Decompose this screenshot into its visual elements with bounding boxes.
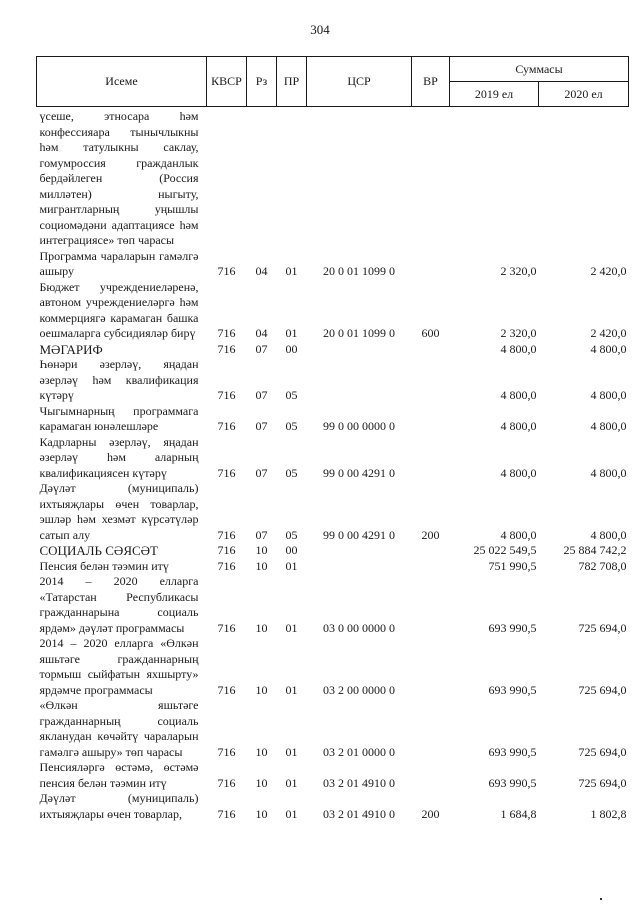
cell-vr: [412, 435, 450, 482]
cell-name: 2014 – 2020 елларга «Татарстан Республикасы гражданнарына социаль ярдәм» дәүләт программасы: [39, 574, 199, 635]
cell-kvsr: 716: [217, 558, 236, 573]
cell-y2020: 4 800,0: [590, 419, 627, 433]
cell-rz: 04: [255, 264, 268, 278]
cell-kvsr: 716: [217, 388, 236, 402]
cell-kvsr: 716: [217, 527, 236, 542]
table-row: [37, 342, 629, 358]
cell-pr: 01: [285, 326, 298, 340]
cell-rz: 07: [255, 527, 268, 542]
cell-rz: 10: [255, 682, 268, 697]
cell-vr: 200: [421, 806, 440, 821]
cell-vr: [412, 107, 450, 249]
cell-y2019: 2 320,0: [500, 264, 537, 278]
cell-vr: 600: [421, 326, 440, 340]
table-row: [37, 404, 629, 435]
table-row: [37, 574, 629, 636]
cell-name: СОЦИАЛЬ СӘЯСӘТ: [39, 543, 158, 558]
cell-csr: 03 2 01 0000 0: [323, 744, 395, 759]
cell-name: Программа чараларын гамәлгә ашыру: [39, 248, 199, 278]
cell-name: МӘГАРИФ: [39, 341, 103, 357]
header-name: Исеме: [37, 57, 207, 107]
cell-vr: [412, 342, 450, 358]
cell-rz: 10: [255, 558, 268, 573]
cell-vr: [412, 574, 450, 636]
cell-kvsr: 716: [217, 620, 236, 635]
cell-rz: 07: [255, 419, 268, 433]
cell-vr: [412, 636, 450, 698]
header-rz: Рз: [247, 57, 277, 107]
cell-kvsr: 716: [217, 682, 236, 697]
cell-name: Пенсия белән тәэмин итү: [39, 558, 169, 573]
budget-table: [36, 56, 629, 822]
cell-vr: [412, 760, 450, 791]
cell-y2019: 1 684,8: [500, 806, 537, 821]
cell-name: Пенсияләргә өстәмә, өстәмә пенсия белән тәэмин итү: [39, 760, 199, 790]
cell-y2020: 4 800,0: [590, 341, 627, 356]
cell-name: Кадрларны әзерләү, яңадан әзерләү һәм аларның квалификациясен күтәрү: [39, 434, 199, 480]
cell-rz: 07: [255, 465, 268, 480]
header-pr: ПР: [277, 57, 307, 107]
header-year-2019: 2019 ел: [450, 82, 539, 107]
cell-y2020: 2 420,0: [590, 326, 627, 340]
cell-rz: 07: [255, 341, 268, 356]
cell-y2019: 751 990,5: [488, 558, 537, 573]
cell-pr: 01: [285, 682, 298, 697]
cell-y2020: 1 802,8: [590, 806, 627, 821]
cell-rz: 10: [255, 620, 268, 635]
cell-rz: 07: [255, 388, 268, 402]
cell-y2020: 782 708,0: [578, 558, 627, 573]
cell-kvsr: 716: [217, 419, 236, 433]
cell-y2019: 4 800,0: [500, 341, 537, 356]
table-row: [37, 357, 629, 404]
table-row: [37, 791, 629, 822]
scan-dot: [600, 898, 602, 900]
table-row: [37, 249, 629, 280]
cell-name: Һөнәри әзерләү, яңадан әзерләү һәм квалификация күтәрү: [39, 357, 199, 402]
cell-pr: 05: [285, 388, 298, 402]
cell-name: Чыгымнарның программага карамаган юнәлешләре: [39, 403, 199, 433]
cell-csr: 03 0 00 0000 0: [323, 620, 395, 635]
cell-y2019: 4 800,0: [500, 465, 537, 480]
table-row: [37, 543, 629, 559]
cell-pr: 01: [285, 620, 298, 635]
cell-y2020: 25 884 742,2: [563, 543, 627, 557]
cell-vr: [412, 543, 450, 559]
table-row: [37, 698, 629, 760]
cell-rz: 10: [255, 775, 268, 790]
cell-csr: 99 0 00 4291 0: [323, 465, 395, 480]
header-year-2020: 2020 ел: [539, 82, 629, 107]
cell-csr: [307, 107, 412, 249]
cell-kvsr: 716: [217, 341, 236, 356]
table-row: [37, 107, 629, 249]
cell-rz: [247, 107, 277, 249]
cell-y2019: 693 990,5: [488, 744, 537, 759]
cell-name: 2014 – 2020 елларга «Өлкән яшьтәге гражданнарның тормыш сыйфатын яхшырту» ярдәмче программасы: [39, 636, 199, 697]
cell-pr: 05: [285, 419, 298, 433]
cell-csr: [307, 543, 412, 559]
cell-name: Дәүләт (муниципаль) ихтыяҗлары өчен товарлар,: [39, 791, 199, 821]
cell-kvsr: 716: [217, 775, 236, 790]
cell-vr: [412, 404, 450, 435]
cell-pr: 01: [285, 744, 298, 759]
cell-rz: 10: [255, 806, 268, 821]
cell-csr: 03 2 01 4910 0: [323, 806, 395, 821]
cell-kvsr: 716: [217, 806, 236, 821]
cell-y2019: 693 990,5: [488, 775, 537, 790]
cell-vr: 200: [421, 527, 440, 542]
cell-y2019: 693 990,5: [488, 682, 537, 697]
cell-pr: 05: [285, 465, 298, 480]
cell-rz: 10: [255, 543, 268, 557]
cell-kvsr: 716: [217, 543, 236, 557]
table-body: [37, 107, 629, 823]
cell-y2020: 725 694,0: [578, 775, 627, 790]
header-csr: ЦСР: [307, 57, 412, 107]
cell-name: үсеше, этносара һәм конфессияара тынычлыкны һәм татулыкны саклау, гомумроссия гражданлык бердәйлеген (Россия милләтен) ныгыту, мигрантларның уңышлы социомәдәни адаптациясе һәм интеграциясе» төп чарасы: [39, 109, 199, 247]
cell-y2020: 725 694,0: [578, 682, 627, 697]
cell-pr: [277, 107, 307, 249]
cell-y2019: [450, 107, 539, 249]
cell-pr: 01: [285, 806, 298, 821]
cell-csr: 03 2 01 4910 0: [323, 775, 395, 790]
table-row: [37, 481, 629, 543]
cell-kvsr: 716: [217, 465, 236, 480]
cell-pr: 01: [285, 264, 298, 278]
cell-csr: [307, 357, 412, 404]
cell-pr: 01: [285, 775, 298, 790]
table-row: [37, 280, 629, 342]
cell-csr: 03 2 00 0000 0: [323, 682, 395, 697]
cell-csr: 20 0 01 1099 0: [323, 326, 395, 340]
table-row: [37, 636, 629, 698]
cell-name: Дәүләт (муниципаль) ихтыяҗлары өчен товарлар, эшләр һәм хезмәт күрсәтүләр сатып алу: [39, 481, 199, 542]
cell-csr: 99 0 00 0000 0: [323, 419, 395, 433]
cell-y2019: 4 800,0: [500, 419, 537, 433]
cell-y2019: 2 320,0: [500, 326, 537, 340]
cell-kvsr: 716: [217, 744, 236, 759]
cell-vr: [412, 357, 450, 404]
cell-vr: [412, 559, 450, 575]
cell-kvsr: [207, 107, 247, 249]
cell-csr: 20 0 01 1099 0: [323, 264, 395, 278]
cell-pr: 05: [285, 527, 298, 542]
table-row: [37, 435, 629, 482]
cell-name: «Өлкән яшьтәге гражданнарның социаль якланудан көчәйтү чараларын гамәлгә ашыру» төп чарасы: [39, 698, 199, 759]
cell-y2019: 693 990,5: [488, 620, 537, 635]
page-number: 304: [310, 22, 330, 37]
cell-pr: 00: [285, 341, 298, 356]
cell-rz: 10: [255, 744, 268, 759]
cell-vr: [412, 698, 450, 760]
cell-y2019: 4 800,0: [500, 388, 537, 402]
cell-y2020: 725 694,0: [578, 744, 627, 759]
cell-y2020: 4 800,0: [590, 527, 627, 542]
cell-csr: [307, 559, 412, 575]
cell-y2020: 2 420,0: [590, 264, 627, 278]
header-kvsr: КВСР: [207, 57, 247, 107]
cell-name: Бюджет учреждениеләренә, автоном учреждениеләргә һәм коммерциягә карамаган башка оешмаларга субсидияләр бирү: [39, 279, 199, 340]
table-row: [37, 760, 629, 791]
cell-y2019: 4 800,0: [500, 527, 537, 542]
cell-kvsr: 716: [217, 264, 236, 278]
table-row: [37, 559, 629, 575]
cell-kvsr: 716: [217, 326, 236, 340]
cell-csr: 99 0 00 4291 0: [323, 527, 395, 542]
cell-y2020: 4 800,0: [590, 465, 627, 480]
cell-vr: [412, 249, 450, 280]
table-header: [37, 57, 629, 107]
cell-y2019: 25 022 549,5: [473, 543, 537, 557]
header-sums: Суммасы: [450, 57, 629, 82]
cell-pr: 00: [285, 543, 298, 557]
cell-y2020: 725 694,0: [578, 620, 627, 635]
cell-y2020: 4 800,0: [590, 388, 627, 402]
cell-csr: [307, 342, 412, 358]
cell-rz: 04: [255, 326, 268, 340]
header-vr: ВР: [412, 57, 450, 107]
cell-y2020: [539, 107, 629, 249]
cell-pr: 01: [285, 558, 298, 573]
